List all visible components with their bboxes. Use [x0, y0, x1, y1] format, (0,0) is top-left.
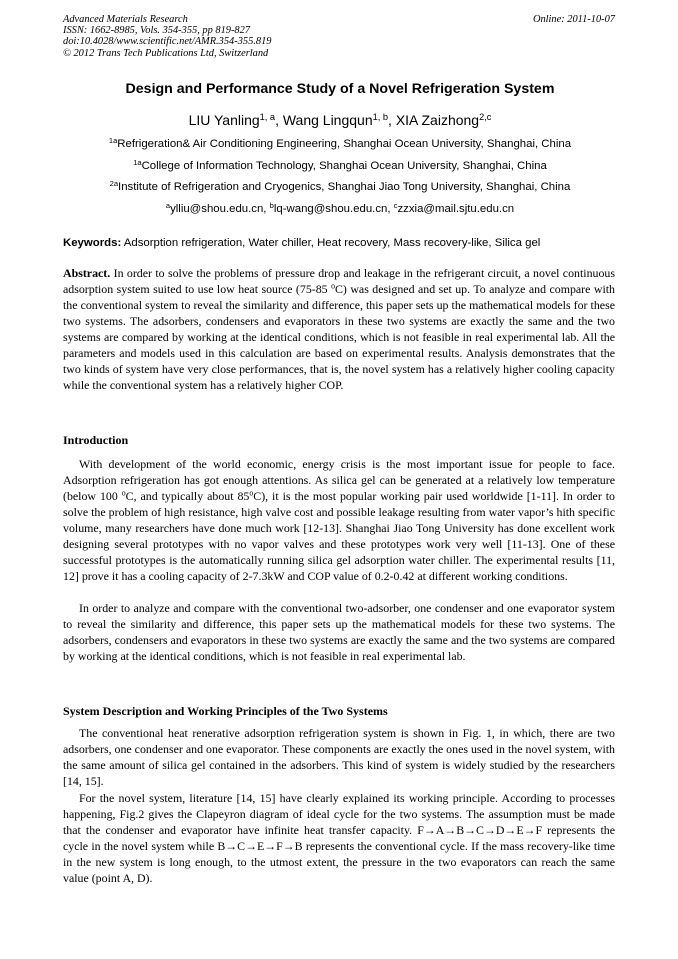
keywords-label: Keywords:: [63, 237, 122, 249]
email-sup: c: [393, 200, 398, 210]
abstract-text: In order to solve the problems of pressure drop and leakage in the refrigerant circuit, a novel continuous adsorption system suited to use low heat source (75-85: [63, 266, 615, 296]
intro-paragraph-1: [63, 456, 615, 584]
email-address[interactable]: ylliu@shou.edu.cn,: [170, 203, 270, 215]
system-paragraph-1: The conventional heat renerative adsorption refrigeration system is shown in Fig. 1, in which, there are two adsorbers, one condenser and one evaporator. These components are exactly the ones used in the novel system, with the same amount of silica gel contained in the adsorbers. This kind of system is widely studied by the researchers [14, 15].: [63, 726, 615, 788]
author-name: LIU Yanling: [188, 112, 260, 128]
author-sup: 1, b: [372, 111, 389, 122]
abstract-text: C) was designed and set up. To analyze and compare with the conventional system to reveal the similarity and difference, this paper sets up the mathematical models for these two systems. The adsorbers, condensers and evaporators in these two systems are exactly the same and the two systems are compared by working at the identical conditions, which is not feasible in real experimental lab. All the parameters and models used in this calculation are based on experimental results. Analysis demonstrates that the two kinds of system have very close performances, that is, the novel system has a relatively higher cooling capacity while the conventional system has a relatively higher COP.: [63, 282, 616, 392]
intro-text: C), it is the most popular working pair used worldwide [1-11]. In order to solve the problem of high resistance, high valve cost and possible leakage resulting from water vapor’s hith specific volume, many researchers have done much work [12-13]. Shanghai Jiao Tong University has done excellent work designing several prototypes with no vapor valves and these prototypes work very well [11-13]. One of these successful prototypes is the automatically running silica gel adsorption water chiller. The experimental results [11, 12] prove it has a cooling capacity of 2-7.3kW and COP value of 0.2-0.42 at different working conditions.: [63, 489, 615, 583]
email-sup: a: [165, 200, 171, 210]
keywords-line: [63, 237, 623, 249]
affiliation-text: Institute of Refrigeration and Cryogenics, Shanghai Jiao Tong University, Shanghai, China: [118, 181, 571, 193]
journal-header: [63, 14, 615, 59]
journal-name: Advanced Materials Research: [63, 14, 188, 25]
system-paragraph-2: For the novel system, literature [14, 15] have clearly explained its working principle. According to processes happening, Fig.2 gives the Clapeyron diagram of ideal cycle for the two systems. The assumption must be made that the condenser and evaporator have infinite heat transfer capacity. F→A→B→C→D→E→F represents the cycle in the novel system while B→C→E→F→B represents the conventional cycle. If the mass recovery-like time in the new system is long enough, to the utmost extent, the pressure in the two evaporators can reach the same value (point A, D).: [63, 791, 615, 885]
email-address[interactable]: lq-wang@shou.edu.cn,: [273, 203, 394, 215]
paper-title: Design and Performance Study of a Novel Refrigeration System: [125, 81, 555, 97]
intro-text: With development of the world economic, energy crisis is the most important issue for people to face. Adsorption refrigeration has got enough attentions. As silica gel can be generated at a relatively low temperature (below 100: [63, 457, 615, 503]
copyright-line: © 2012 Trans Tech Publications Ltd, Switzerland: [63, 47, 269, 59]
intro-text: C, and typically about 85: [125, 489, 250, 503]
author-name: XIA Zaizhong: [395, 112, 480, 128]
affiliation: [40, 178, 640, 193]
online-date: Online: 2011-10-07: [532, 14, 615, 25]
doi-line[interactable]: doi:10.4028/www.scientific.net/AMR.354-355.819: [63, 36, 272, 48]
affiliation-text: College of Information Technology, Shanghai Ocean University, Shanghai, China: [141, 160, 547, 172]
abstract-paragraph: [63, 265, 615, 393]
author-sup: 2,c: [479, 111, 492, 122]
section-heading: Introduction: [63, 433, 129, 447]
affiliation-sup: 1a: [108, 135, 118, 145]
affiliation-sup: 1a: [133, 157, 142, 167]
email-list: [40, 200, 640, 215]
affiliation: [40, 157, 640, 172]
abstract-label: Abstract.: [63, 266, 111, 280]
email-address[interactable]: zzxia@mail.sjtu.edu.cn: [397, 203, 515, 215]
author-sup: 1, a: [259, 111, 276, 122]
intro-paragraph-2: In order to analyze and compare with the conventional two-adsorber, one condenser and one evaporator system to reveal the similarity and difference, this paper sets up the mathematical models for these two systems. The adsorbers, condensers and evaporators in these two systems are exactly the same and the two systems are compared by working at the identical conditions, which is not feasible in real experimental lab.: [63, 601, 615, 663]
degree-sup: o: [249, 488, 254, 498]
email-sup: b: [269, 200, 274, 210]
author-separator: ,: [388, 112, 396, 128]
issn-line: ISSN: 1662-8985, Vols. 354-355, pp 819-827: [63, 25, 251, 37]
keywords-text: Adsorption refrigeration, Water chiller, Heat recovery, Mass recovery-like, Silica gel: [121, 237, 541, 249]
degree-sup: o: [121, 488, 126, 498]
affiliation: [40, 135, 640, 150]
section-heading: System Description and Working Principles of the Two Systems: [63, 704, 388, 718]
author-list: [40, 112, 640, 128]
affiliation-sup: 2a: [109, 178, 119, 188]
affiliation-text: Refrigeration& Air Conditioning Engineering, Shanghai Ocean University, Shanghai, China: [117, 138, 572, 150]
author-name: Wang Lingqun: [282, 112, 373, 128]
degree-sup: o: [331, 281, 335, 291]
author-separator: ,: [275, 112, 283, 128]
